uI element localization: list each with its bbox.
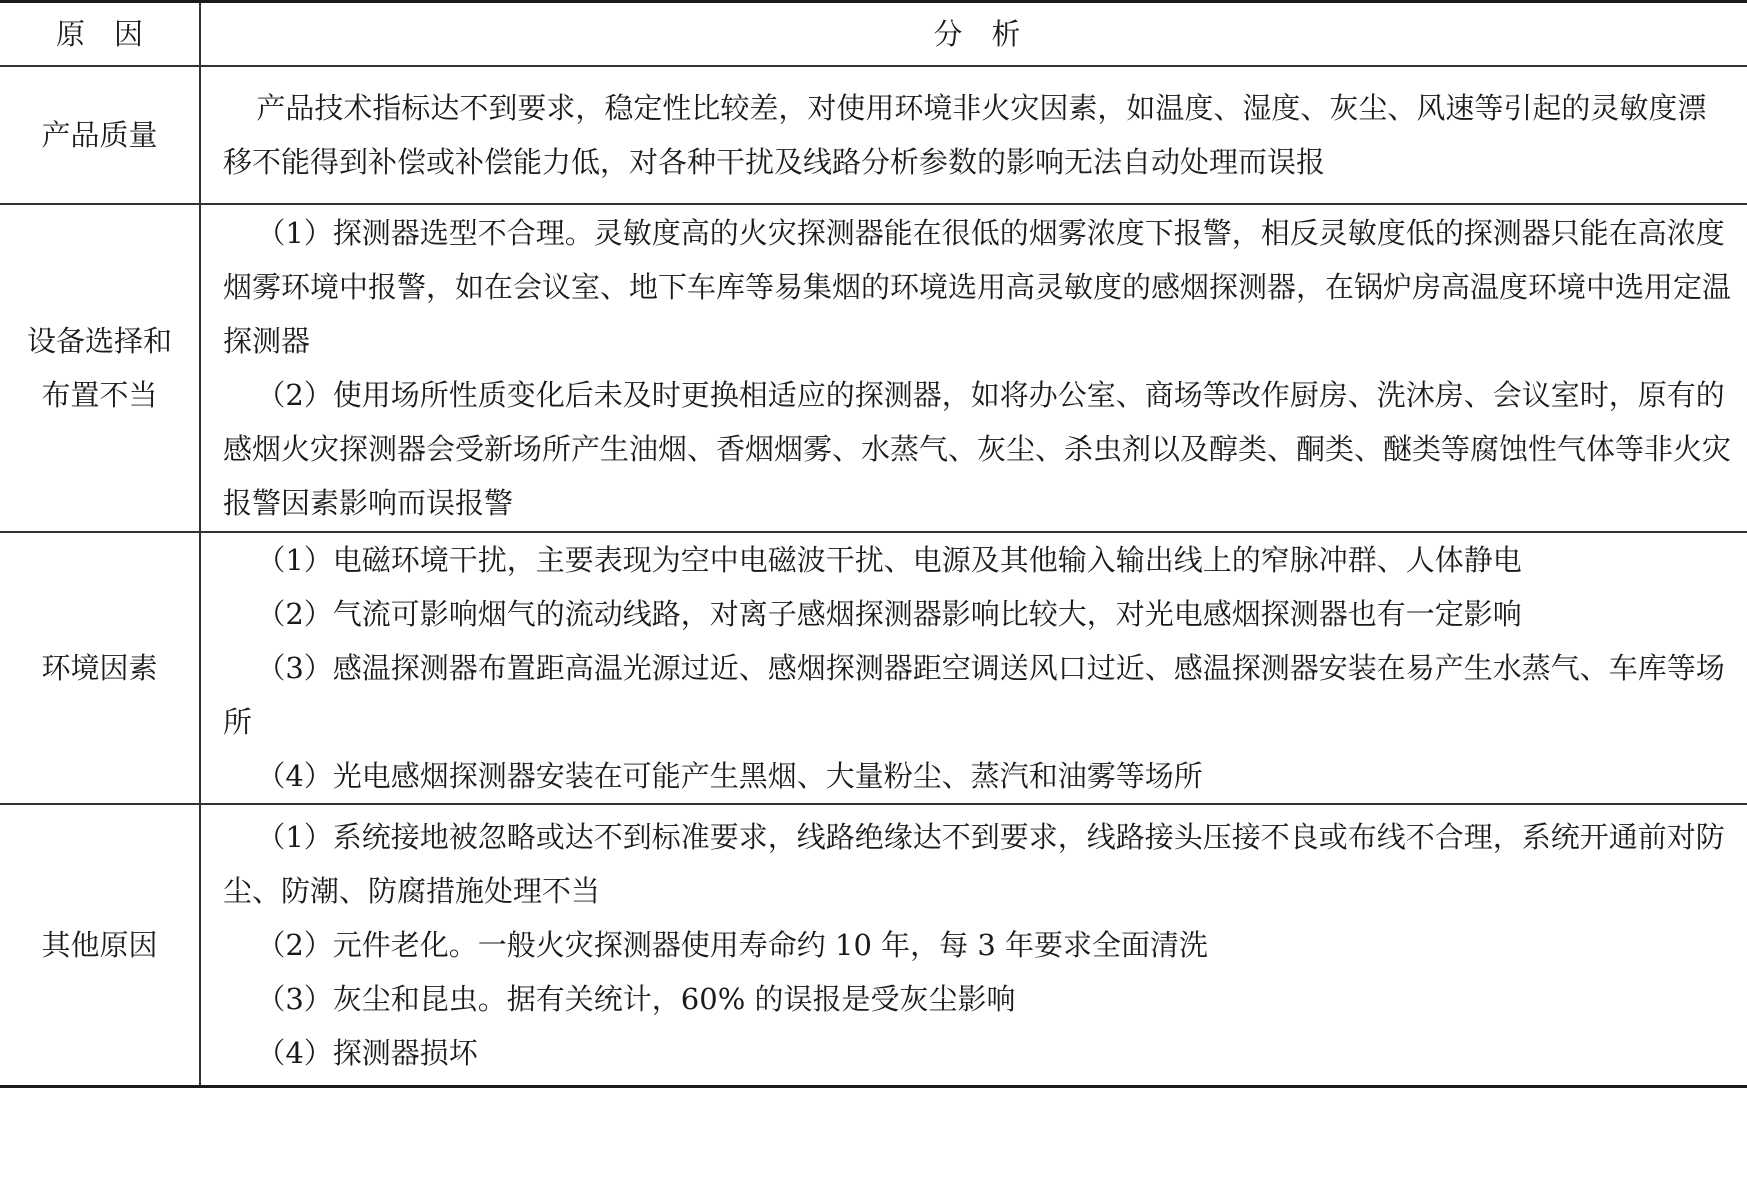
table-row <box>0 804 1747 1087</box>
cause-line: 其他原因 <box>41 928 158 962</box>
row-analysis-environment <box>200 532 1747 804</box>
table-row <box>0 204 1747 532</box>
row-analysis-other <box>200 804 1747 1087</box>
analysis-paragraph: （2）使用场所性质变化后未及时更换相适应的探测器，如将办公室、商场等改作厨房、洗沐房、会议室时，原有的感烟火灾探测器会受新场所产生油烟、香烟烟雾、水蒸气、灰尘、杀虫剂以及醇类、酮类、醚类等腐蚀性气体等非火灾报警因素影响而误报警 <box>223 378 1732 520</box>
analysis-paragraph: （1）系统接地被忽略或达不到标准要求，线路绝缘达不到要求，线路接头压接不良或布线不合理，系统开通前对防尘、防潮、防腐措施处理不当 <box>223 820 1725 908</box>
row-analysis-equipment-selection <box>200 204 1747 532</box>
analysis-paragraph: （4）光电感烟探测器安装在可能产生黑烟、大量粉尘、蒸汽和油雾等场所 <box>256 759 1203 793</box>
table-row <box>0 532 1747 804</box>
row-cause-product-quality <box>0 66 200 204</box>
row-cause-environment <box>0 532 200 804</box>
cause-line: 产品质量 <box>41 118 158 152</box>
header-analysis: 分 析 <box>200 2 1747 67</box>
row-analysis-product-quality <box>200 66 1747 204</box>
analysis-paragraph: （1）电磁环境干扰，主要表现为空中电磁波干扰、电源及其他输入输出线上的窄脉冲群、人体静电 <box>256 543 1522 577</box>
analysis-paragraph: （3）灰尘和昆虫。据有关统计，60% 的误报是受灰尘影响 <box>256 982 1016 1016</box>
table-row <box>0 66 1747 204</box>
cause-line: 布置不当 <box>41 378 158 412</box>
row-cause-equipment-selection <box>0 204 200 532</box>
analysis-paragraph: 产品技术指标达不到要求，稳定性比较差，对使用环境非火灾因素，如温度、湿度、灰尘、风速等引起的灵敏度漂移不能得到补偿或补偿能力低，对各种干扰及线路分析参数的影响无法自动处理而误报 <box>223 91 1707 179</box>
analysis-paragraph: （2）气流可影响烟气的流动线路，对离子感烟探测器影响比较大，对光电感烟探测器也有一定影响 <box>256 597 1522 631</box>
table-header-row <box>0 2 1747 67</box>
analysis-paragraph: （3）感温探测器布置距高温光源过近、感烟探测器距空调送风口过近、感温探测器安装在易产生水蒸气、车库等场所 <box>223 651 1725 739</box>
cause-line: 设备选择和 <box>26 324 172 358</box>
cause-line: 环境因素 <box>41 651 158 685</box>
analysis-paragraph: （1）探测器选型不合理。灵敏度高的火灾探测器能在很低的烟雾浓度下报警，相反灵敏度低的探测器只能在高浓度烟雾环境中报警，如在会议室、地下车库等易集烟的环境选用高灵敏度的感烟探测器，在锅炉房高温度环境中选用定温探测器 <box>223 216 1732 358</box>
analysis-paragraph: （2）元件老化。一般火灾探测器使用寿命约 10 年，每 3 年要求全面清洗 <box>256 928 1209 962</box>
row-cause-other <box>0 804 200 1087</box>
analysis-paragraph: （4）探测器损坏 <box>256 1036 478 1070</box>
header-cause: 原 因 <box>0 2 200 67</box>
